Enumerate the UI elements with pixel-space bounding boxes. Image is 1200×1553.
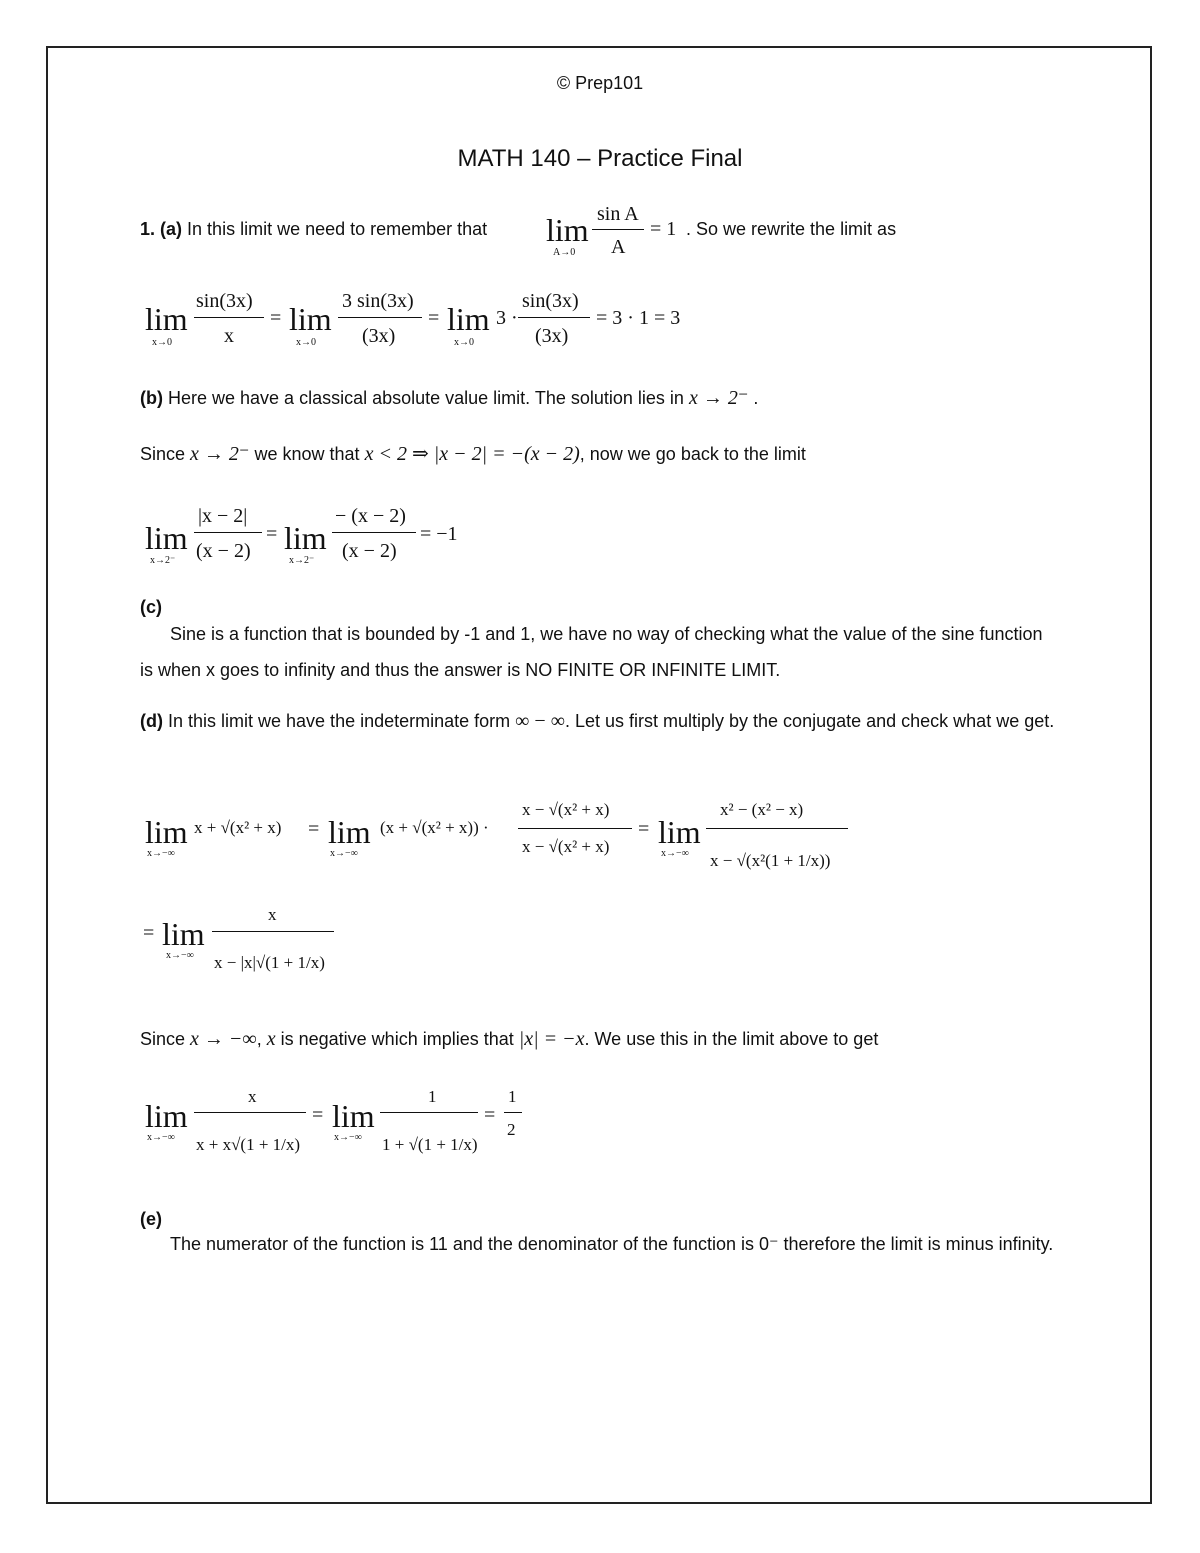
lim-subscript: x→0 bbox=[152, 337, 172, 348]
lim-subscript: x→−∞ bbox=[334, 1132, 362, 1143]
fraction-denominator: x bbox=[224, 325, 234, 347]
expression: (x + √(x² + x)) · bbox=[380, 818, 489, 837]
lim-symbol: lim bbox=[546, 212, 589, 248]
lim-subscript: x→−∞ bbox=[330, 848, 358, 859]
fraction-denominator: (3x) bbox=[535, 325, 569, 347]
lim-symbol: lim bbox=[284, 520, 327, 556]
fraction-numerator: sin(3x) bbox=[196, 290, 253, 312]
fraction-denominator: x + x√(1 + 1/x) bbox=[196, 1135, 301, 1154]
q1b-line2 bbox=[140, 443, 806, 465]
lim-subscript: x→2⁻ bbox=[150, 555, 176, 566]
fraction-denominator: x − |x|√(1 + 1/x) bbox=[214, 953, 325, 972]
punctuation: , bbox=[256, 1029, 262, 1049]
q1b-label: (b) bbox=[140, 388, 163, 408]
fraction-numerator: 3 sin(3x) bbox=[342, 290, 414, 312]
inline-math: x → 2⁻ bbox=[190, 443, 250, 465]
fraction-denominator: 2 bbox=[507, 1120, 516, 1139]
fraction-numerator: x − √(x² + x) bbox=[522, 800, 610, 819]
lim-symbol: lim bbox=[145, 520, 188, 556]
fraction-bar bbox=[194, 532, 262, 533]
page-border bbox=[46, 46, 1152, 1504]
lim-subscript: x→−∞ bbox=[147, 848, 175, 859]
q1d-label: (d) bbox=[140, 711, 163, 731]
q1d-text-start: In this limit we have the indeterminate form bbox=[168, 711, 511, 731]
expression: x + √(x² + x) bbox=[194, 818, 282, 837]
fraction-bar bbox=[194, 317, 264, 318]
lim-subscript: x→0 bbox=[296, 337, 316, 348]
lim-symbol: lim bbox=[332, 1098, 375, 1134]
q1c-text: Sine is a function that is bounded by -1 and 1, we have no way of checking what the value of the sine function is when x goes to infinity and thus the answer is NO FINITE OR INFINITE LIMIT. bbox=[140, 624, 1043, 680]
q1d-since-line bbox=[140, 1028, 878, 1050]
lim-symbol: lim bbox=[328, 814, 371, 850]
q1b-line2-start: Since bbox=[140, 444, 186, 464]
coefficient: 3 · bbox=[496, 307, 518, 329]
fraction-denominator: 1 + √(1 + 1/x) bbox=[382, 1135, 478, 1154]
since-mid: is negative which implies that bbox=[280, 1029, 514, 1049]
lim-symbol: lim bbox=[145, 301, 188, 337]
fraction-bar bbox=[338, 317, 422, 318]
fraction-bar bbox=[380, 1112, 478, 1113]
since-end: . We use this in the limit above to get bbox=[584, 1029, 879, 1049]
fraction-numerator: 1 bbox=[428, 1087, 437, 1106]
q1d-text bbox=[140, 703, 1060, 739]
q1e-label: (e) bbox=[140, 1209, 162, 1229]
fraction-numerator: sin(3x) bbox=[522, 290, 579, 312]
equals-sign: = bbox=[266, 523, 278, 545]
q1b-line1 bbox=[140, 387, 758, 409]
equals-sign: = bbox=[143, 922, 155, 944]
fraction-numerator: x bbox=[248, 1087, 257, 1106]
question-number: 1. bbox=[140, 219, 156, 239]
since-start: Since bbox=[140, 1029, 186, 1049]
fraction-bar bbox=[518, 828, 632, 829]
fraction-bar bbox=[194, 1112, 306, 1113]
fraction-numerator: |x − 2| bbox=[198, 505, 248, 527]
lim-subscript: x→2⁻ bbox=[289, 555, 315, 566]
lim-symbol: lim bbox=[145, 814, 188, 850]
inline-math: x bbox=[266, 1028, 276, 1050]
q1b-line1-text: Here we have a classical absolute value limit. The solution lies in bbox=[168, 388, 684, 408]
equation-result: = 3 · 1 = 3 bbox=[596, 307, 681, 329]
lim-symbol: lim bbox=[162, 916, 205, 952]
fraction-numerator: − (x − 2) bbox=[335, 505, 406, 527]
q1c-label: (c) bbox=[140, 597, 162, 617]
fraction-numerator: sin A bbox=[597, 203, 639, 225]
lim-subscript: x→−∞ bbox=[661, 848, 689, 859]
fraction-denominator: x − √(x²(1 + 1/x)) bbox=[710, 851, 831, 870]
lim-symbol: lim bbox=[289, 301, 332, 337]
inline-math: x < 2 ⇒ |x − 2| = −(x − 2) bbox=[364, 443, 580, 465]
equals-sign: = bbox=[428, 307, 440, 329]
lim-symbol: lim bbox=[658, 814, 701, 850]
fraction-bar bbox=[504, 1112, 522, 1113]
lim-symbol: lim bbox=[447, 301, 490, 337]
inline-math: x → −∞ bbox=[190, 1028, 257, 1050]
equation-result: = −1 bbox=[420, 523, 458, 545]
identity-rhs: = 1 bbox=[650, 218, 677, 240]
lim-subscript: x→−∞ bbox=[147, 1132, 175, 1143]
punctuation: . bbox=[753, 388, 759, 408]
q1a-after-text: . So we rewrite the limit as bbox=[686, 219, 897, 239]
lim-subscript: x→0 bbox=[454, 337, 474, 348]
equals-sign: = bbox=[638, 818, 650, 840]
fraction-denominator: x − √(x² + x) bbox=[522, 837, 610, 856]
fraction-bar bbox=[706, 828, 848, 829]
lim-subscript: A→0 bbox=[553, 247, 576, 258]
lim-subscript: x→−∞ bbox=[166, 950, 194, 961]
q1d-text-end: . Let us first multiply by the conjugate and check what we get. bbox=[564, 711, 1055, 731]
equals-sign: = bbox=[312, 1104, 324, 1126]
fraction-bar bbox=[518, 317, 590, 318]
fraction-numerator: x bbox=[268, 905, 277, 924]
q1b-line2-end: , now we go back to the limit bbox=[579, 444, 806, 464]
fraction-bar bbox=[212, 931, 334, 932]
fraction-denominator: (x − 2) bbox=[342, 540, 397, 562]
fraction-denominator: (x − 2) bbox=[196, 540, 251, 562]
q1b-line2-mid: we know that bbox=[254, 444, 360, 464]
equals-sign: = bbox=[484, 1104, 496, 1126]
equals-sign: = bbox=[308, 818, 320, 840]
page-title: MATH 140 – Practice Final bbox=[457, 145, 743, 172]
copyright-header: © Prep101 bbox=[556, 73, 644, 93]
q1e-text: The numerator of the function is 11 and the denominator of the function is 0⁻ therefore the limit is minus infinity. bbox=[170, 1234, 1054, 1254]
indeterminate-form: ∞ − ∞ bbox=[515, 710, 565, 732]
equals-sign: = bbox=[270, 307, 282, 329]
q1a-intro-text: In this limit we need to remember that bbox=[187, 219, 488, 239]
inline-math: x → 2⁻ bbox=[688, 387, 749, 409]
lim-symbol: lim bbox=[145, 1098, 188, 1134]
fraction-denominator: A bbox=[611, 236, 626, 258]
inline-math: |x| = −x bbox=[518, 1028, 585, 1050]
q1a-intro-line bbox=[140, 218, 487, 240]
fraction-numerator: x² − (x² − x) bbox=[720, 800, 804, 819]
fraction-bar bbox=[332, 532, 416, 533]
fraction-numerator: 1 bbox=[508, 1087, 517, 1106]
q1a-label: (a) bbox=[160, 219, 183, 239]
fraction-denominator: (3x) bbox=[362, 325, 396, 347]
fraction-bar bbox=[592, 229, 644, 230]
